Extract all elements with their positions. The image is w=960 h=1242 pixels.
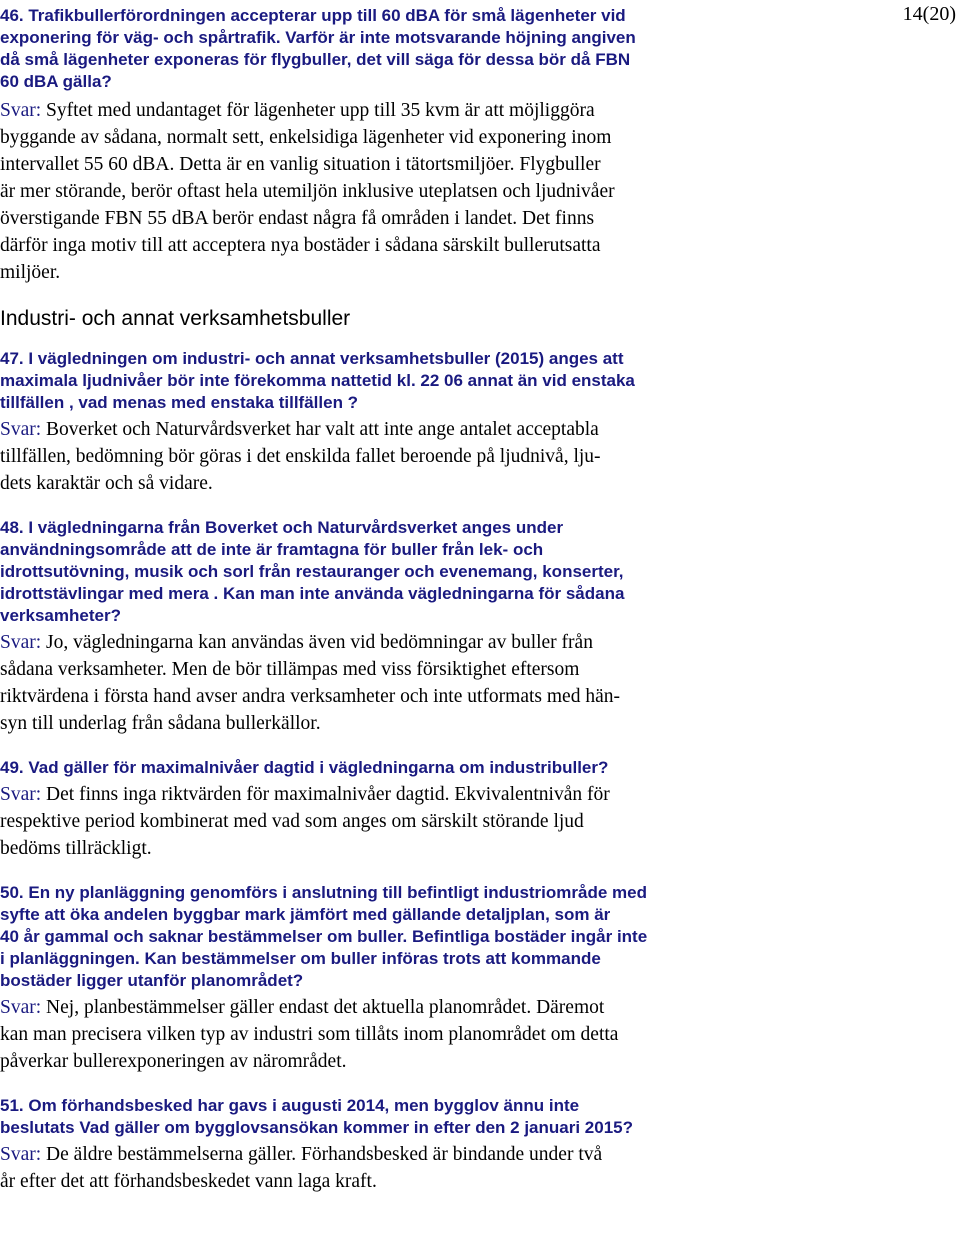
svar-label: Svar: [0, 100, 42, 121]
svar-label: Svar: [0, 784, 42, 805]
qa-item-47 [0, 348, 900, 497]
svar-label: Svar: [0, 997, 42, 1018]
qa-item-50 [0, 882, 900, 1075]
answer-47: Svar: Boverket och Naturvårdsverket har valt att inte ange antalet acceptabla tillfällen, bedömning bör göras i det enskilda fallet beroende på ljudnivå, lju- dets karaktär och så vidare. [0, 419, 601, 494]
answer-49: Svar: Det finns inga riktvärden för maximalnivåer dagtid. Ekvivalentnivån för respektive period kombinerat med vad som anges om särskilt störande ljud bedöms tillräckligt. [0, 784, 610, 859]
answer-51: Svar: De äldre bestämmelserna gäller. Förhandsbesked är bindande under två år efter det att förhandsbeskedet vann laga kraft. [0, 1144, 603, 1192]
svar-label: Svar: [0, 632, 42, 653]
question-49: 49. Vad gäller för maximalnivåer dagtid i vägledningarna om industribuller? [0, 758, 609, 777]
question-46: 46. Trafikbullerförordningen accepterar upp till 60 dBA för små lägenheter vid exponering för väg- och spårtrafik. Varför är inte motsvarande höjning angiven då små lägenheter exponeras för flygbuller, det vill säga för dessa bör då FBN 60 dBA gälla? [0, 6, 636, 91]
page-number: 14(20) [902, 3, 956, 25]
question-47: 47. I vägledningen om industri- och annat verksamhetsbuller (2015) anges att maximala ljudnivåer bör inte förekomma nattetid kl. 22 06 annat än vid enstaka tillfällen , vad menas med enstaka tillfällen ? [0, 349, 635, 412]
qa-item-51 [0, 1095, 900, 1195]
qa-item-49 [0, 757, 900, 862]
question-51: 51. Om förhandsbesked har gavs i augusti 2014, men bygglov ännu inte beslutats Vad gäller om bygglovsansökan kommer in efter den 2 januari 2015? [0, 1096, 633, 1137]
question-48: 48. I vägledningarna från Boverket och Naturvårdsverket anges under användningsområde att de inte är framtagna för buller från lek- och idrottsutövning, musik och sorl från restauranger och evenemang, konserter, idrottstävlingar med mera . Kan man inte använda vägledningarna för sådana verksamheter? [0, 518, 625, 625]
document-body [0, 5, 900, 1195]
answer-48: Svar: Jo, vägledningarna kan användas även vid bedömningar av buller från sådana verksamheter. Men de bör tillämpas med viss försiktighet eftersom riktvärdena i första hand avser andra verksamheter och inte utformats med hän- syn till underlag från sådana bullerkällor. [0, 632, 620, 734]
svar-label: Svar: [0, 419, 42, 440]
question-50: 50. En ny planläggning genomförs i anslutning till befintligt industriområde med syfte att öka andelen byggbar mark jämfört med gällande detaljplan, som är 40 år gammal och saknar bestämmelser om buller. Befintliga bostäder ingår inte i planläggningen. Kan bestämmelser om buller införas trots att kommande bostäder ligger utanför planområdet? [0, 883, 648, 990]
qa-item-46 [0, 5, 900, 286]
qa-item-48 [0, 517, 900, 737]
answer-46: Svar: Syftet med undantaget för lägenheter upp till 35 kvm är att möjliggöra byggande av sådana, normalt sett, enkelsidiga lägenheter vid exponering inom intervallet 55 60 dBA. Detta är en vanlig situation i tätortsmiljöer. Flygbuller är mer störande, berör oftast hela utemiljön inklusive uteplatsen och ljudnivåer överstigande FBN 55 dBA berör endast några få områden i landet. Det finns därför inga motiv till att acceptera nya bostäder i sådana särskilt bullerutsatta miljöer. [0, 100, 615, 283]
answer-50: Svar: Nej, planbestämmelser gäller endast det aktuella planområdet. Däremot kan man precisera vilken typ av industri som tillåts inom planområdet om detta påverkar bullerexponeringen av närområdet. [0, 997, 619, 1072]
section-heading: Industri- och annat verksamhetsbuller [0, 307, 351, 330]
svar-label: Svar: [0, 1144, 42, 1165]
